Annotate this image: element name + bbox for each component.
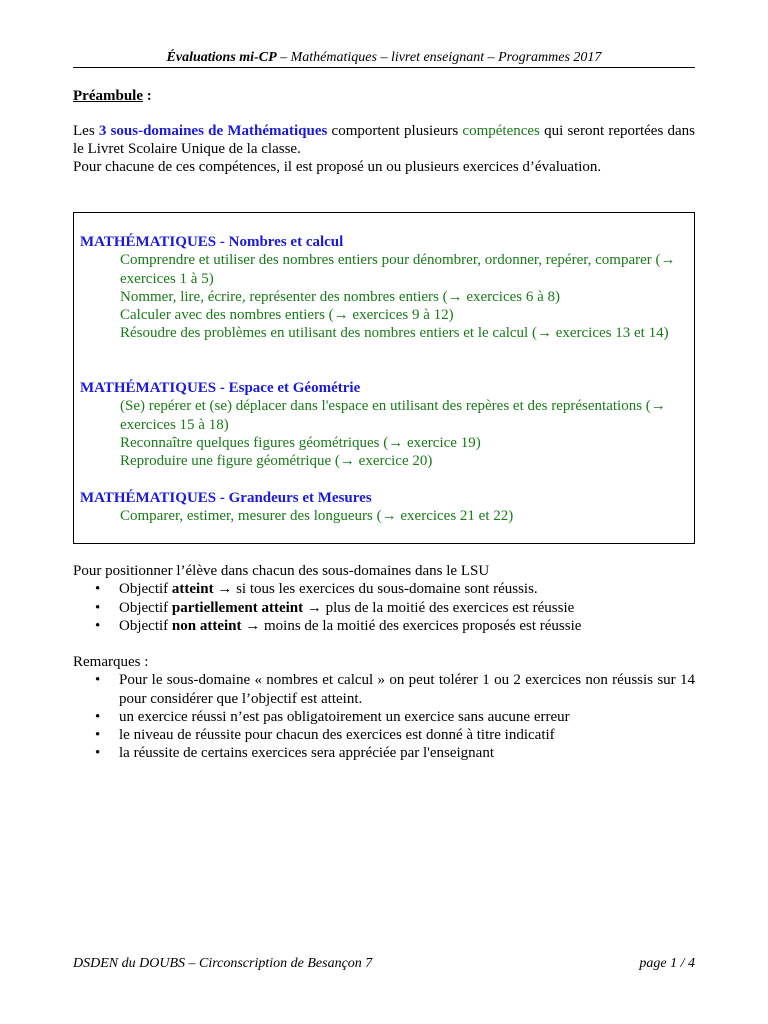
- positioning-intro: Pour positionner l’élève dans chacun des sous-domaines dans le LSU: [73, 563, 490, 579]
- intro-text-3: comportent plusieurs: [327, 123, 463, 139]
- item-post: → plus de la moitié des exercices est réussie: [303, 599, 575, 616]
- competence-item: Nommer, lire, écrire, représenter des nombres entiers (→ exercices 6 à 8): [120, 288, 561, 305]
- item-pre: Objectif: [119, 617, 172, 634]
- intro-highlight-competences: compétences: [462, 123, 540, 139]
- page-footer: [73, 955, 695, 972]
- list-item: [73, 599, 695, 617]
- positioning-block: [73, 562, 695, 635]
- remarks-list: [73, 671, 695, 762]
- page-header: [73, 49, 695, 68]
- positioning-list: [73, 580, 695, 635]
- competence-item: Comprendre et utiliser des nombres entiers pour dénombrer, ordonner, repérer, comparer (→ exercices 1 à 5): [120, 252, 676, 287]
- competence-item: Reconnaître quelques figures géométriques (→ exercice 19): [120, 434, 481, 451]
- intro-highlight-domains: 3 sous-domaines de Mathématiques: [98, 123, 328, 139]
- competence-item: Calculer avec des nombres entiers (→ exercices 9 à 12): [120, 307, 454, 324]
- item-bold: partiellement atteint: [171, 599, 304, 616]
- header-title: Évaluations mi-CP: [166, 50, 277, 65]
- section-title: MATHÉMATIQUES - Espace et Géométrie: [80, 380, 361, 396]
- section-nombres-calcul: [80, 233, 680, 343]
- item-bold: non atteint: [171, 617, 242, 634]
- list-item: • un exercice réussi n’est pas obligatoirement un exercice sans aucune erreur: [73, 708, 695, 726]
- intro-text-1: Les: [73, 123, 99, 139]
- list-item: • le niveau de réussite pour chacun des exercices est donné à titre indicatif: [73, 726, 695, 744]
- title-colon: :: [142, 88, 152, 104]
- intro-line-2: Pour chacune de ces compétences, il est proposé un ou plusieurs exercices d’évaluation.: [73, 159, 602, 175]
- section-title: MATHÉMATIQUES - Grandeurs et Mesures: [80, 490, 372, 506]
- intro-text-5: qui seront reportées dans le Livret Scolaire Unique de la classe.: [73, 123, 695, 157]
- competence-item: (Se) repérer et (se) déplacer dans l'espace en utilisant des repères et des représentations (→ exercices 15 à 18): [120, 398, 666, 433]
- remarks-block: [73, 653, 695, 763]
- footer-left: DSDEN du DOUBS – Circonscription de Besançon 7: [73, 956, 373, 971]
- intro-line-1: [73, 122, 695, 158]
- page-title: [73, 87, 152, 105]
- list-item: • Pour le sous-domaine « nombres et calcul » on peut tolérer 1 ou 2 exercices non réussis sur 14 pour considérer que l’objectif est atteint.: [73, 671, 695, 708]
- header-subtitle: – Mathématiques – livret enseignant – Programmes 2017: [276, 50, 602, 65]
- competence-item: Résoudre des problèmes en utilisant des nombres entiers et le calcul (→ exercices 13 et 14): [120, 325, 669, 342]
- section-title: MATHÉMATIQUES - Nombres et calcul: [80, 234, 344, 250]
- list-item: [73, 617, 695, 635]
- section-grandeurs-mesures: [80, 489, 680, 526]
- competence-item: Comparer, estimer, mesurer des longueurs (→ exercices 21 et 22): [120, 508, 514, 525]
- item-pre: Objectif: [119, 599, 172, 616]
- intro-paragraph: [73, 122, 695, 176]
- section-espace-geometrie: [80, 379, 680, 470]
- item-pre: Objectif: [119, 581, 172, 598]
- item-post: → si tous les exercices du sous-domaine sont réussis.: [213, 581, 538, 598]
- competences-box: [73, 212, 695, 544]
- item-post: → moins de la moitié des exercices proposés est réussie: [241, 617, 582, 634]
- list-item: • la réussite de certains exercices sera appréciée par l'enseignant: [73, 744, 695, 762]
- list-item: [73, 580, 695, 598]
- page-number: page 1 / 4: [639, 956, 695, 971]
- competence-item: Reproduire une figure géométrique (→ exercice 20): [120, 453, 433, 470]
- item-bold: atteint: [171, 581, 214, 598]
- title-text: Préambule: [73, 88, 143, 104]
- remarks-title: Remarques :: [73, 654, 149, 670]
